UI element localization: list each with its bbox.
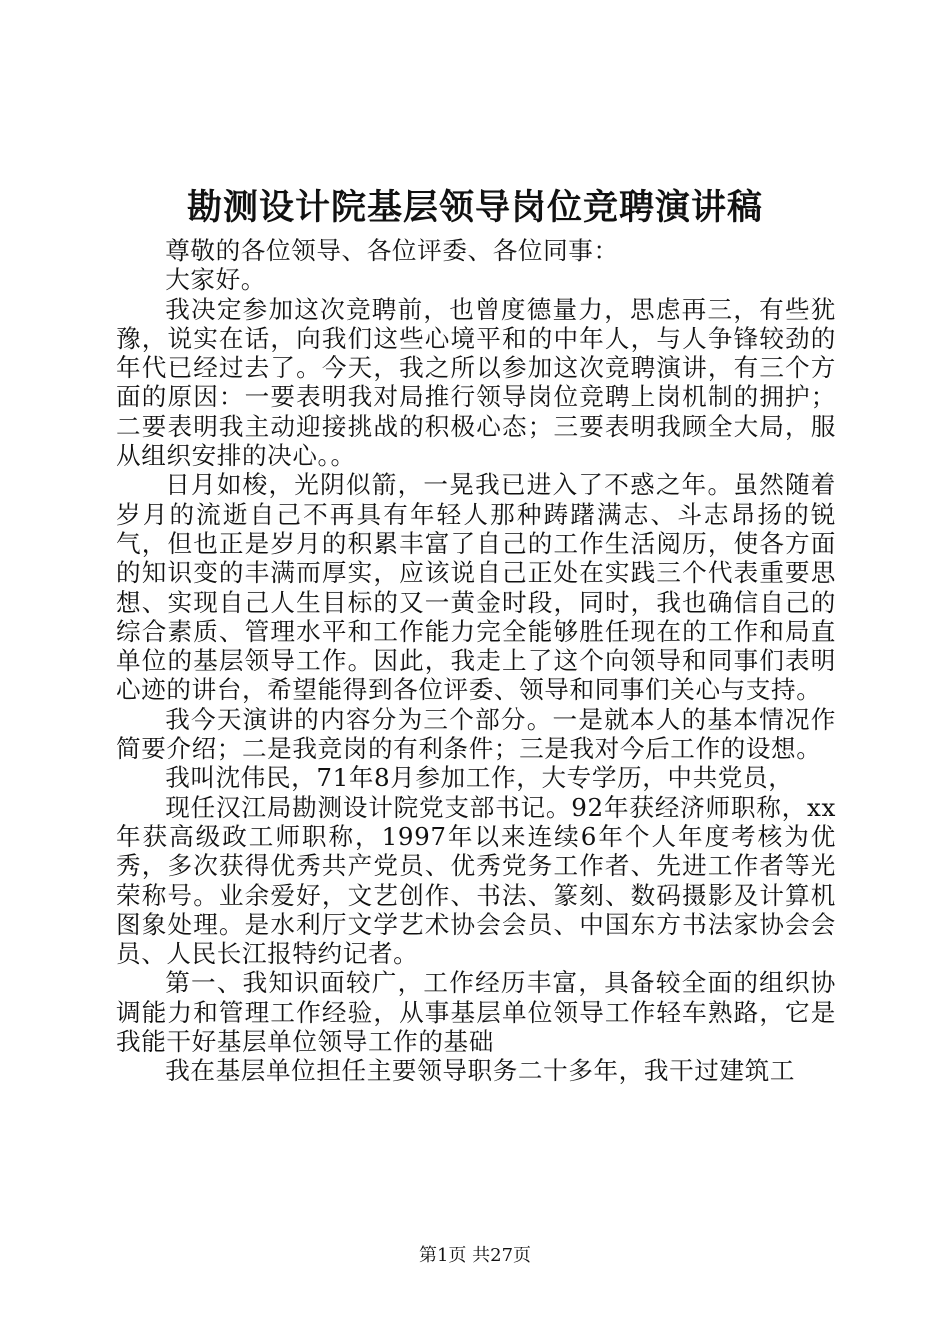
- paragraph-continued: 我在基层单位担任主要领导职务二十多年，我干过建筑工: [165, 1056, 796, 1086]
- paragraph-outline: 我今天演讲的内容分为三个部分。一是就本人的基本情况作简要介绍；二是我竞岗的有利条件；三是我对今后工作的设想。: [116, 704, 836, 764]
- salutation: 尊敬的各位领导、各位评委、各位同事：: [165, 236, 619, 265]
- greeting: 大家好。: [165, 265, 266, 295]
- document-body: [116, 236, 836, 1086]
- paragraph-intro: 我叫沈伟民，71年8月参加工作，大专学历，中共党员，: [165, 763, 794, 793]
- paragraph-point-one: 第一、我知识面较广，工作经历丰富，具备较全面的组织协调能力和管理工作经验，从事基层单位领导工作轻车熟路，它是我能干好基层单位领导工作的基础: [116, 968, 836, 1057]
- page-footer: 第1页 共27页: [418, 1245, 532, 1266]
- paragraph-background: 现任汉江局勘测设计院党支部书记。92年获经济师职称，xx年获高级政工师职称，1997年以来连续6年个人年度考核为优秀，多次获得优秀共产党员、优秀党务工作者、先进工作者等光荣称号。业余爱好，文艺创作、书法、篆刻、数码摄影及计算机图象处理。是水利厅文学艺术协会会员、中国东方书法家协会会员、人民长江报特约记者。: [116, 792, 836, 969]
- paragraph-reasons: 我决定参加这次竞聘前，也曾度德量力，思虑再三，有些犹豫，说实在话，向我们这些心境平和的中年人，与人争锋较劲的年代已经过去了。今天，我之所以参加这次竞聘演讲，有三个方面的原因：一要表明我对局推行领导岗位竞聘上岗机制的拥护；二要表明我主动迎接挑战的积极心态；三要表明我顾全大局，服从组织安排的决心。。: [116, 294, 836, 471]
- paragraph-experience: 日月如梭，光阴似箭，一晃我已进入了不惑之年。虽然随着岁月的流逝自己不再具有年轻人那种踌躇满志、斗志昂扬的锐气，但也正是岁月的积累丰富了自己的工作生活阅历，使各方面的知识变的丰满而厚实，应该说自己正处在实践三个代表重要思想、实现自己人生目标的又一黄金时段，同时，我也确信自己的综合素质、管理水平和工作能力完全能够胜任现在的工作和局直单位的基层领导工作。因此，我走上了这个向领导和同事们表明心迹的讲台，希望能得到各位评委、领导和同事们关心与支持。: [116, 470, 836, 705]
- document-title: 勘测设计院基层领导岗位竞聘演讲稿: [186, 187, 763, 228]
